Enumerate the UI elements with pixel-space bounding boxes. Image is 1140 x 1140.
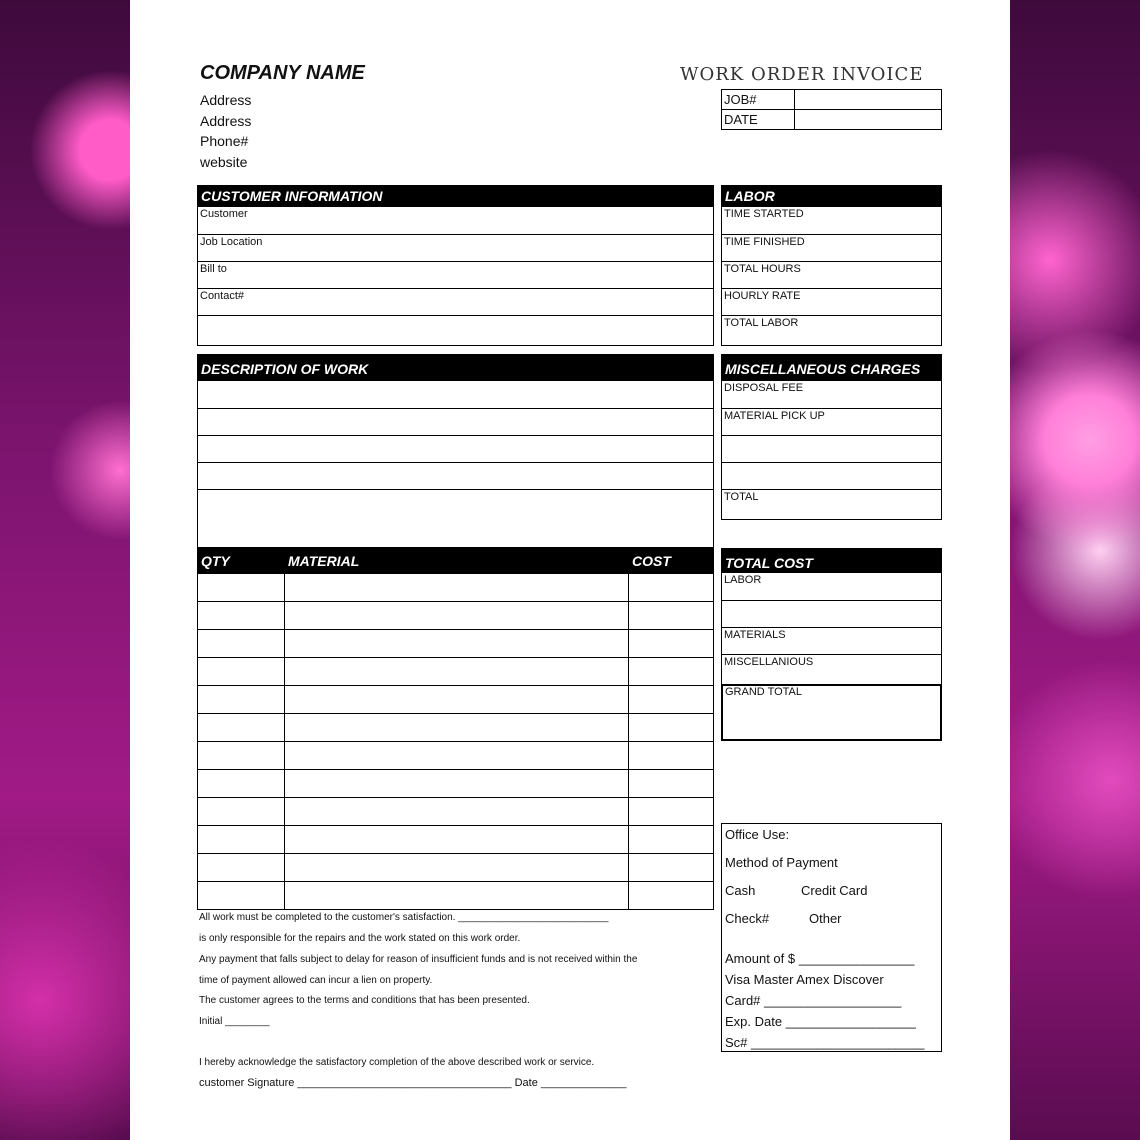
hourly-rate-field[interactable]: HOURLY RATE [722, 288, 941, 315]
disposal-fee-field[interactable]: DISPOSAL FEE [724, 382, 804, 394]
qty-cell[interactable] [198, 602, 285, 630]
office-use-title: Office Use: [725, 827, 790, 842]
material-cell[interactable] [285, 686, 629, 714]
total-blank-field[interactable] [722, 600, 941, 627]
labor-section [721, 185, 942, 346]
job-label: JOB# [722, 90, 795, 110]
qty-header: QTY [198, 549, 285, 574]
terms-line: The customer agrees to the terms and conditions that has been presented. [199, 995, 530, 1006]
time-started-field[interactable]: TIME STARTED [724, 208, 804, 220]
misc-blank-field[interactable] [722, 435, 941, 462]
material-cell[interactable] [285, 714, 629, 742]
qty-cell[interactable] [198, 826, 285, 854]
customer-section [197, 185, 714, 346]
material-cell[interactable] [285, 882, 629, 910]
description-line[interactable] [198, 435, 713, 462]
acknowledge-line: I hereby acknowledge the satisfactory completion of the above described work or service. [199, 1057, 595, 1068]
description-section [197, 354, 714, 548]
credit-card-option[interactable]: Credit Card [801, 883, 868, 898]
customer-header: CUSTOMER INFORMATION [198, 186, 713, 207]
qty-cell[interactable] [198, 574, 285, 602]
material-cell[interactable] [285, 798, 629, 826]
labor-cost-field[interactable]: LABOR [724, 574, 762, 586]
cost-cell[interactable] [629, 798, 714, 826]
material-cell[interactable] [285, 630, 629, 658]
labor-header: LABOR [722, 186, 941, 207]
table-row [198, 658, 714, 686]
office-use-section [721, 823, 942, 1052]
misc-total-field[interactable]: TOTAL [722, 489, 941, 516]
materials-cost-field[interactable]: MATERIALS [722, 627, 941, 654]
description-line[interactable] [198, 408, 713, 435]
material-cell[interactable] [285, 574, 629, 602]
cost-cell[interactable] [629, 770, 714, 798]
bill-to-field[interactable]: Bill to [198, 261, 713, 288]
signature-line[interactable]: customer Signature ___________________________________ Date ______________ [199, 1077, 627, 1089]
other-option[interactable]: Other [809, 911, 842, 926]
cost-header: COST [629, 549, 714, 574]
material-header: MATERIAL [285, 549, 629, 574]
table-row [198, 882, 714, 910]
material-cell[interactable] [285, 854, 629, 882]
table-row [198, 602, 714, 630]
materials-table [197, 548, 714, 910]
cost-cell[interactable] [629, 882, 714, 910]
contact-field[interactable]: Contact# [198, 288, 713, 315]
date-field[interactable] [795, 110, 942, 130]
material-cell[interactable] [285, 658, 629, 686]
time-finished-field[interactable]: TIME FINISHED [722, 234, 941, 261]
description-line[interactable] [198, 462, 713, 489]
misc-cost-field[interactable]: MISCELLANIOUS [722, 654, 941, 681]
qty-cell[interactable] [198, 798, 285, 826]
table-row [198, 686, 714, 714]
exp-date-field[interactable]: Exp. Date __________________ [725, 1014, 916, 1029]
customer-extra-field[interactable] [198, 315, 713, 342]
customer-field[interactable]: Customer [200, 208, 248, 220]
material-cell[interactable] [285, 742, 629, 770]
table-row [198, 574, 714, 602]
total-cost-header: TOTAL COST [722, 549, 941, 573]
card-types: Visa Master Amex Discover [725, 972, 884, 987]
qty-cell[interactable] [198, 686, 285, 714]
cost-cell[interactable] [629, 658, 714, 686]
cost-cell[interactable] [629, 602, 714, 630]
cost-cell[interactable] [629, 630, 714, 658]
cost-cell[interactable] [629, 574, 714, 602]
check-option[interactable]: Check# [725, 911, 770, 926]
cost-cell[interactable] [629, 714, 714, 742]
description-line[interactable] [198, 381, 713, 408]
table-row [198, 798, 714, 826]
company-address-2: Address [200, 113, 252, 129]
material-pickup-field[interactable]: MATERIAL PICK UP [722, 408, 941, 435]
terms-line: time of payment allowed can incur a lien on property. [199, 975, 433, 986]
total-labor-field[interactable]: TOTAL LABOR [722, 315, 941, 342]
cost-cell[interactable] [629, 854, 714, 882]
job-table [721, 89, 942, 130]
cost-cell[interactable] [629, 686, 714, 714]
material-cell[interactable] [285, 770, 629, 798]
material-cell[interactable] [285, 602, 629, 630]
qty-cell[interactable] [198, 714, 285, 742]
company-phone: Phone# [200, 133, 249, 149]
company-website: website [200, 154, 248, 170]
initial-line[interactable]: Initial ________ [199, 1016, 270, 1027]
table-row [198, 826, 714, 854]
qty-cell[interactable] [198, 854, 285, 882]
security-code-field[interactable]: Sc# ________________________ [725, 1035, 925, 1050]
job-location-field[interactable]: Job Location [198, 234, 713, 261]
payment-method-label: Method of Payment [725, 855, 838, 870]
table-row [198, 770, 714, 798]
qty-cell[interactable] [198, 742, 285, 770]
terms-line: All work must be completed to the customer's satisfaction. ___________________________ [199, 912, 609, 923]
job-field[interactable] [795, 90, 942, 110]
cost-cell[interactable] [629, 742, 714, 770]
amount-field[interactable]: Amount of $ ________________ [725, 951, 915, 966]
card-number-field[interactable]: Card# ___________________ [725, 993, 902, 1008]
qty-cell[interactable] [198, 658, 285, 686]
date-label: DATE [722, 110, 795, 130]
company-name: COMPANY NAME [200, 62, 365, 84]
table-row [198, 714, 714, 742]
misc-blank-field[interactable] [722, 462, 941, 489]
table-row [198, 742, 714, 770]
material-cell[interactable] [285, 826, 629, 854]
qty-cell[interactable] [198, 882, 285, 910]
qty-cell[interactable] [198, 770, 285, 798]
terms-line: is only responsible for the repairs and the work stated on this work order. [199, 933, 521, 944]
total-hours-field[interactable]: TOTAL HOURS [722, 261, 941, 288]
qty-cell[interactable] [198, 630, 285, 658]
misc-section [721, 354, 942, 520]
cost-cell[interactable] [629, 826, 714, 854]
grand-total-field[interactable]: GRAND TOTAL [721, 684, 942, 741]
total-cost-section [721, 548, 942, 685]
misc-header: MISCELLANEOUS CHARGES [722, 355, 941, 381]
document-title: WORK ORDER INVOICE [680, 64, 924, 85]
company-address-1: Address [200, 92, 252, 108]
table-row [198, 630, 714, 658]
description-header: DESCRIPTION OF WORK [198, 355, 713, 381]
description-line[interactable] [198, 489, 713, 516]
terms-line: Any payment that falls subject to delay for reason of insufficient funds and is not received within the [199, 954, 638, 965]
cash-option[interactable]: Cash [725, 883, 756, 898]
table-row [198, 854, 714, 882]
